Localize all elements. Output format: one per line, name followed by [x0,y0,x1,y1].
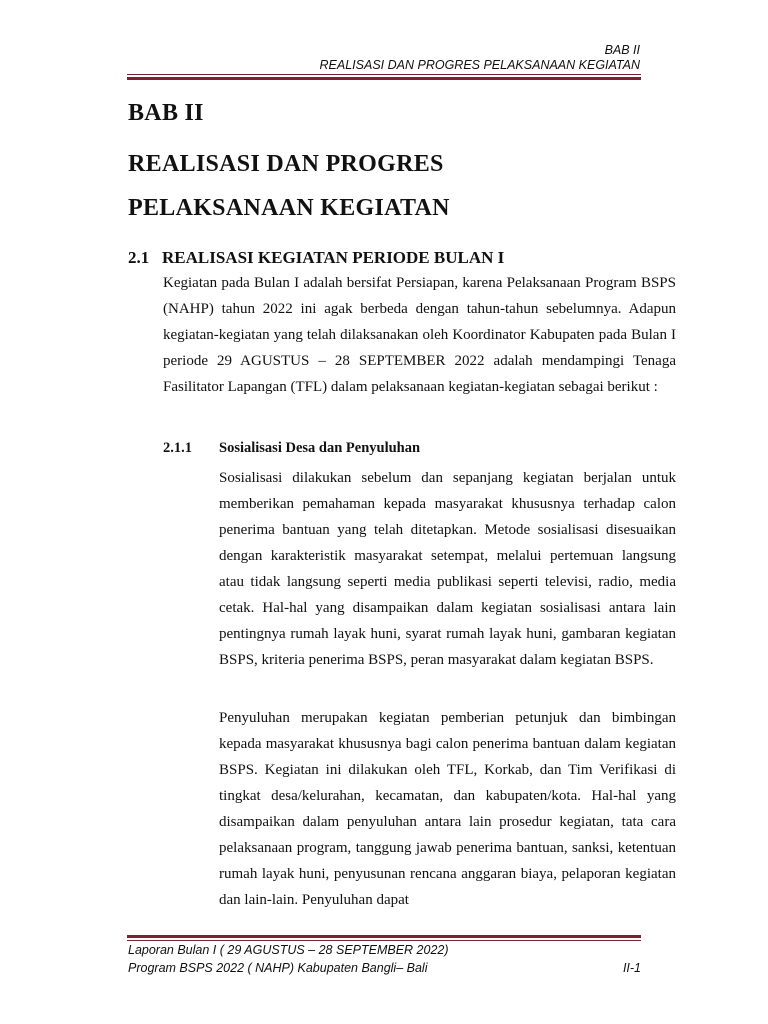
footer-line1: Laporan Bulan I ( 29 AGUSTUS – 28 SEPTEMBER 2022) [128,943,449,957]
subsection-paragraph-1: Sosialisasi dilakukan sebelum dan sepanjang kegiatan berjalan untuk memberikan pemahaman kepada masyarakat khususnya terhadap calon penerima bantuan yang telah ditetapkan. Metode sosialisasi disesuaikan dengan karakteristik masyarakat setempat, melalui pertemuan langsung atau tidak langsung seperti media publikasi seperti televisi, radio, media cetak. Hal-hal yang disampaikan dalam kegiatan sosialisasi antara lain pentingnya rumah layak huni, syarat rumah layak huni, gambaran kegiatan BSPS, kriteria penerima BSPS, peran masyarakat dalam kegiatan BSPS. [219,470,676,668]
footer-rule-thin [127,940,641,941]
subsection-title: Sosialisasi Desa dan Penyuluhan [219,440,421,456]
header-rule-thick [127,77,641,80]
chapter-title-line2: PELAKSANAAN KEGIATAN [128,195,450,221]
chapter-heading: BAB II [128,100,204,126]
subsection-number: 2.1.1 [163,440,192,456]
header-chapter: BAB II [604,43,640,57]
subsection-heading [163,440,420,457]
section-paragraph: Kegiatan pada Bulan I adalah bersifat Persiapan, karena Pelaksanaan Program BSPS (NAHP) tahun 2022 ini agak berbeda dengan tahun-tahun sebelumnya. Adapun kegiatan-kegiatan yang telah dilaksanakan oleh Koordinator Kabupaten pada Bulan I periode 29 AGUSTUS – 28 SEPTEMBER 2022 adalah mendampingi Tenaga Fasilitator Lapangan (TFL) dalam pelaksanaan kegiatan-kegiatan sebagai berikut : [163,275,676,395]
section-number: 2.1 [128,248,150,267]
section-title: REALISASI KEGIATAN PERIODE BULAN I [162,248,505,267]
footer-line2: Program BSPS 2022 ( NAHP) Kabupaten Bangli– Bali [128,961,428,975]
page-number: II-1 [622,961,641,975]
chapter-title-line1: REALISASI DAN PROGRES [128,151,444,177]
section-heading [128,248,504,268]
header-title: REALISASI DAN PROGRES PELAKSANAAN KEGIATAN [319,58,640,72]
footer-rule-thick [127,935,641,938]
header-rule-thin [127,74,641,75]
subsection-paragraph-2: Penyuluhan merupakan kegiatan pemberian petunjuk dan bimbingan kepada masyarakat khususnya bagi calon penerima bantuan dalam kegiatan BSPS. Kegiatan ini dilakukan oleh TFL, Korkab, dan Tim Verifikasi di tingkat desa/kelurahan, kecamatan, dan kabupaten/kota. Hal-hal yang disampaikan dalam penyuluhan antara lain prosedur kegiatan, tata cara pelaksanaan program, tanggung jawab penerima bantuan, sanksi, ketentuan rumah layak huni, penyusunan rencana anggaran biaya, pelaporan kegiatan dan lain-lain. Penyuluhan dapat [219,710,676,908]
